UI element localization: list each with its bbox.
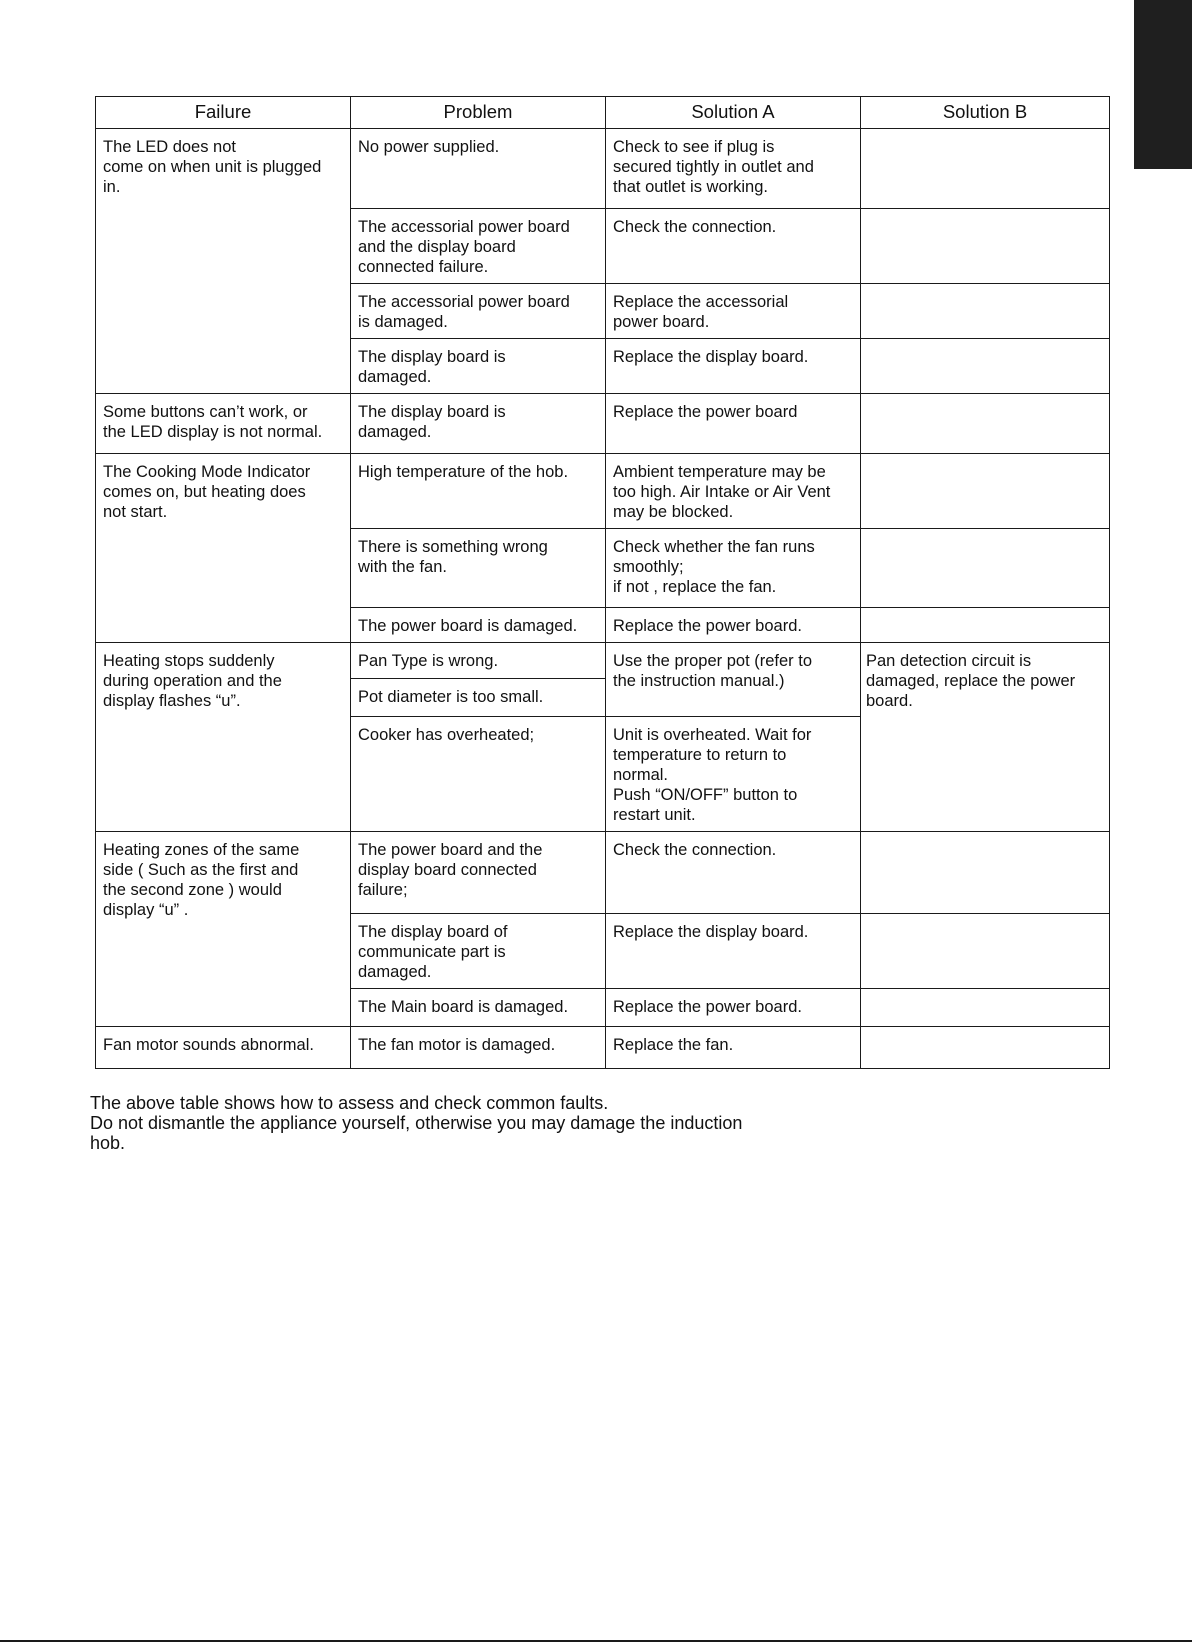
problem-cell [351,454,606,529]
problem-text: The display board is damaged. [358,403,506,441]
problem-cell [351,129,606,209]
solution-b-cell [861,832,1110,914]
solution-a-text: Check the connection. [613,841,777,859]
solution-b-cell [861,529,1110,608]
table-notes [90,1093,810,1153]
solution-b-cell [861,989,1110,1027]
header-failure: Failure [96,97,351,129]
solution-a-text: Replace the power board [613,403,798,421]
solution-a-text: Replace the display board. [613,348,809,366]
problem-text: The power board is damaged. [358,617,578,635]
problem-cell [351,717,606,832]
solution-a-cell [606,454,861,529]
problem-cell [351,679,606,717]
solution-b-cell [861,643,1110,832]
solution-a-cell [606,394,861,454]
problem-text: The accessorial power board is damaged. [358,293,570,331]
solution-a-text: Replace the accessorial power board. [613,293,789,331]
solution-a-cell [606,1027,861,1069]
failure-text: The Cooking Mode Indicator comes on, but heating does not start. [103,463,311,521]
solution-a-cell [606,832,861,914]
solution-a-cell [606,608,861,643]
header-problem: Problem [351,97,606,129]
solution-a-text: Use the proper pot (refer to the instruction manual.) [613,652,813,690]
note-assess-faults: The above table shows how to assess and check common faults. [90,1093,609,1113]
failure-text: Heating zones of the same side ( Such as the first and the second zone ) would display “u” . [103,841,300,919]
table-row [96,832,1110,914]
solution-a-cell [606,529,861,608]
solution-b-cell [861,1027,1110,1069]
section-tab-marker [1134,0,1192,169]
problem-text: The Main board is damaged. [358,998,569,1016]
problem-text: The accessorial power board and the display board connected failure. [358,218,570,276]
solution-b-cell [861,914,1110,989]
table-row [96,454,1110,529]
solution-b-cell [861,339,1110,394]
solution-a-cell [606,914,861,989]
solution-a-cell [606,339,861,394]
problem-text: No power supplied. [358,138,500,156]
solution-a-text: Replace the power board. [613,617,802,635]
failure-text: Fan motor sounds abnormal. [103,1036,314,1054]
solution-a-cell [606,643,861,717]
solution-a-text: Check whether the fan runs smoothly; if not , replace the fan. [613,538,815,596]
solution-a-text: Ambient temperature may be too high. Air Intake or Air Vent may be blocked. [613,463,831,521]
solution-b-cell [861,454,1110,529]
troubleshooting-table [95,96,1110,1069]
failure-cell [96,643,351,832]
page-bottom-rule [0,1640,1192,1642]
failure-cell [96,832,351,1027]
failure-cell [96,1027,351,1069]
table-row [96,643,1110,679]
problem-text: Pot diameter is too small. [358,688,544,706]
solution-b-cell [861,209,1110,284]
problem-cell [351,529,606,608]
problem-text: Cooker has overheated; [358,726,535,744]
note-do-not-dismantle: Do not dismantle the appliance yourself, otherwise you may damage the induction hob. [90,1113,743,1153]
solution-a-cell [606,209,861,284]
failure-text: The LED does not come on when unit is plugged in. [103,138,322,196]
solution-a-cell [606,284,861,339]
solution-a-cell [606,129,861,209]
table-header-row [96,97,1110,129]
problem-cell [351,832,606,914]
solution-a-cell [606,989,861,1027]
table-row [96,129,1110,209]
failure-text: Heating stops suddenly during operation and the display flashes “u”. [103,652,282,710]
solution-a-text: Replace the power board. [613,998,802,1016]
solution-a-text: Unit is overheated. Wait for temperature to return to normal. Push “ON/OFF” button to restart unit. [613,726,812,824]
solution-b-cell [861,129,1110,209]
problem-cell [351,394,606,454]
problem-cell [351,989,606,1027]
problem-text: High temperature of the hob. [358,463,569,481]
failure-cell [96,454,351,643]
failure-cell [96,129,351,394]
failure-cell [96,394,351,454]
table-row [96,1027,1110,1069]
table-row [96,394,1110,454]
problem-cell [351,643,606,679]
problem-text: There is something wrong with the fan. [358,538,548,576]
solution-b-cell [861,394,1110,454]
problem-text: The display board of communicate part is damaged. [358,923,508,981]
solution-a-cell [606,717,861,832]
problem-cell [351,914,606,989]
solution-b-cell [861,284,1110,339]
problem-cell [351,209,606,284]
solution-a-text: Replace the display board. [613,923,809,941]
header-solution-b: Solution B [861,97,1110,129]
problem-text: The display board is damaged. [358,348,506,386]
solution-a-text: Check to see if plug is secured tightly in outlet and that outlet is working. [613,138,814,196]
solution-b-cell [861,608,1110,643]
problem-text: The fan motor is damaged. [358,1036,556,1054]
failure-text: Some buttons can’t work, or the LED display is not normal. [103,403,323,441]
problem-cell [351,284,606,339]
header-solution-a: Solution A [606,97,861,129]
problem-cell [351,608,606,643]
problem-cell [351,339,606,394]
problem-text: The power board and the display board connected failure; [358,841,543,899]
solution-a-text: Check the connection. [613,218,777,236]
problem-text: Pan Type is wrong. [358,652,499,670]
problem-cell [351,1027,606,1069]
solution-a-text: Replace the fan. [613,1036,734,1054]
solution-b-text: Pan detection circuit is damaged, replace the power board. [866,652,1076,710]
